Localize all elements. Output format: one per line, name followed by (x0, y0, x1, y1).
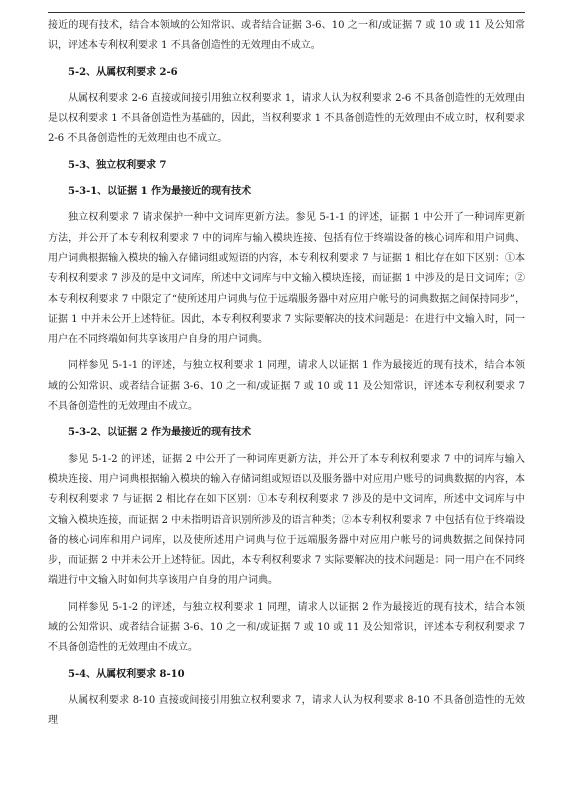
section-heading-5-3-2: 5-3-2、以证据 2 作为最接近的现有技术 (68, 427, 252, 439)
header-rule (48, 12, 525, 13)
paragraph: 同样参见 5-1-1 的评述，与独立权利要求 1 同理，请求人以证据 1 作为最接近的现有技术，结合本领域的公知常识、或者结合证据 3-6、10 之一和/或证据 7 或 10 或 11 及公知常识，评述本专利权利要求 7 不具备创造性的无效理由不成立。 (48, 360, 525, 413)
paragraph-truncated: 从属权利要求 8-10 直接或间接引用独立权利要求 7，请求人认为权利要求 8-10 不具备创造性的无效理 (48, 694, 525, 727)
paragraph: 从属权利要求 2-6 直接或间接引用独立权利要求 1，请求人认为权利要求 2-6 不具备创造性的无效理由是以权利要求 1 不具备创造性为基础的，因此，当权利要求 1 不具备创造性的无效理由不成立时，权利要求 2-6 不具备创造性的无效理由也不成立。 (48, 92, 525, 145)
section-heading-5-2: 5-2、从属权利要求 2-6 (68, 66, 178, 78)
paragraph: 参见 5-1-2 的评述，证据 2 中公开了一种词库更新方法，并公开了本专利权利要求 7 中的词库与输入模块连接、用户词典根据输入模块的输入存储词组或短语以及服务器中对应用户账号的词典数据的内容，本专利权利要求 7 与证据 2 相比存在如下区别：①本专利权利要求 7 涉及的是中文词库，所述中文词库与中文输入模块连接，而证据 2 中未指明语音识别所涉及的语言种类；②本专利权利要求 7 中包括有位于终端设备的核心词库和用户词库，以及使所述用户词典与位于远端服务器中对应用户帐号的词典数据之间保持同步，而证据 2 中并未公开上述特征。因此，本专利权利要求 7 实际要解决的技术问题是：同一用户在不同终端进行中文输入时如何共享该用户自身的用户词典。 (48, 453, 525, 587)
section-heading-5-4: 5-4、从属权利要求 8-10 (68, 668, 185, 680)
paragraph: 同样参见 5-1-2 的评述，与独立权利要求 1 同理，请求人以证据 2 作为最接近的现有技术，结合本领域的公知常识、或者结合证据 3-6、10 之一和/或证据 7 或 10 或 11 及公知常识，评述本专利权利要求 7 不具备创造性的无效理由不成立。 (48, 601, 525, 654)
section-heading-5-3-1: 5-3-1、以证据 1 作为最接近的现有技术 (68, 186, 252, 198)
paragraph-continuation: 接近的现有技术，结合本领域的公知常识、或者结合证据 3-6、10 之一和/或证据 7 或 10 或 11 及公知常识，评述本专利权利要求 1 不具备创造性的无效理由不成立。 (48, 20, 525, 52)
section-heading-5-3: 5-3、独立权利要求 7 (68, 159, 167, 171)
paragraph: 独立权利要求 7 请求保护一种中文词库更新方法。参见 5-1-1 的评述，证据 1 中公开了一种词库更新方法，并公开了本专利权利要求 7 中的词库与输入模块连接、包括有位于终端设备的核心词库和用户词典、用户词典根据输入模块的输入存储词组或短语的内容，本专利权利要求 7 与证据 1 相比存在如下区别：①本专利权利要求 7 涉及的是中文词库，所述中文词库与中文输入模块连接，而证据 1 中涉及的是日文词库；②本专利权利要求 7 中限定了“使所述用户词典与位于远端服务器中对应用户帐号的词典数据之间保持同步”，证据 1 中并未公开上述特征。因此，本专利权利要求 7 实际要解决的技术问题是：在进行中文输入时，同一用户在不同终端如何共享该用户自身的用户词典。 (48, 212, 525, 346)
document-body (48, 16, 525, 738)
